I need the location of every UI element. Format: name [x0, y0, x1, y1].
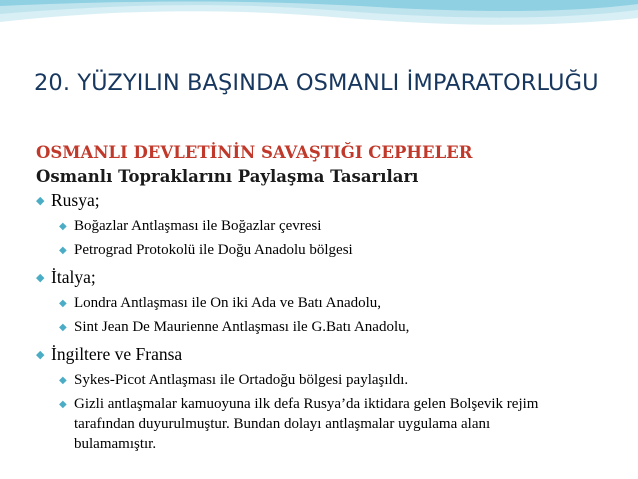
sub-bullet-item — [59, 370, 626, 392]
decorative-wave-band — [0, 0, 638, 40]
sub-bullet-item — [59, 293, 626, 315]
sub-bullet-text: Londra Antlaşması ile On iki Ada ve Batı Anadolu, — [74, 295, 382, 311]
sub-bullet-text: Petrograd Protokolü ile Doğu Anadolu bölgesi — [74, 242, 353, 258]
diamond-bullet-icon: ◆ — [36, 348, 45, 361]
sub-bullet-item — [59, 394, 626, 454]
bullet-label: İngiltere ve Fransa — [51, 344, 183, 364]
sub-bullet-text: Sint Jean De Maurienne Antlaşması ile G.Batı Anadolu, — [74, 319, 410, 335]
diamond-bullet-icon: ◆ — [59, 375, 67, 386]
bullet-label: İtalya; — [51, 267, 96, 287]
sub-bullet-item — [59, 216, 626, 238]
sub-bullet-text: Boğazlar Antlaşması ile Boğazlar çevresi — [74, 218, 322, 234]
diamond-bullet-icon: ◆ — [59, 399, 67, 410]
diamond-bullet-icon: ◆ — [36, 271, 45, 284]
slide-title: 20. YÜZYILIN BAŞINDA OSMANLI İMPARATORLUĞU — [34, 70, 599, 96]
diamond-bullet-icon: ◆ — [59, 322, 67, 333]
slide-content — [36, 143, 626, 454]
section-subheading: Osmanlı Topraklarını Paylaşma Tasarıları — [36, 167, 419, 186]
diamond-bullet-icon: ◆ — [59, 298, 67, 309]
sub-bullet-item — [59, 317, 626, 339]
section-heading: OSMANLI DEVLETİNİN SAVAŞTIĞI CEPHELER — [36, 143, 473, 162]
bullet-item-italya — [36, 266, 626, 291]
sub-bullet-text: Gizli antlaşmalar kamuoyuna ilk defa Rusya’da iktidara gelen Bolşevik rejim tarafından duyurulmuştur. Bundan dolayı antlaşmalar uygulama alanı bulamamıştır. — [74, 396, 539, 452]
bullet-item-ingiltere-fransa — [36, 343, 626, 368]
diamond-bullet-icon: ◆ — [36, 194, 45, 207]
sub-bullet-text: Sykes-Picot Antlaşması ile Ortadoğu bölgesi paylaşıldı. — [74, 372, 409, 388]
bullet-item-rusya — [36, 189, 626, 214]
bullet-label: Rusya; — [51, 190, 100, 210]
sub-bullet-item — [59, 240, 626, 262]
diamond-bullet-icon: ◆ — [59, 245, 67, 256]
diamond-bullet-icon: ◆ — [59, 221, 67, 232]
